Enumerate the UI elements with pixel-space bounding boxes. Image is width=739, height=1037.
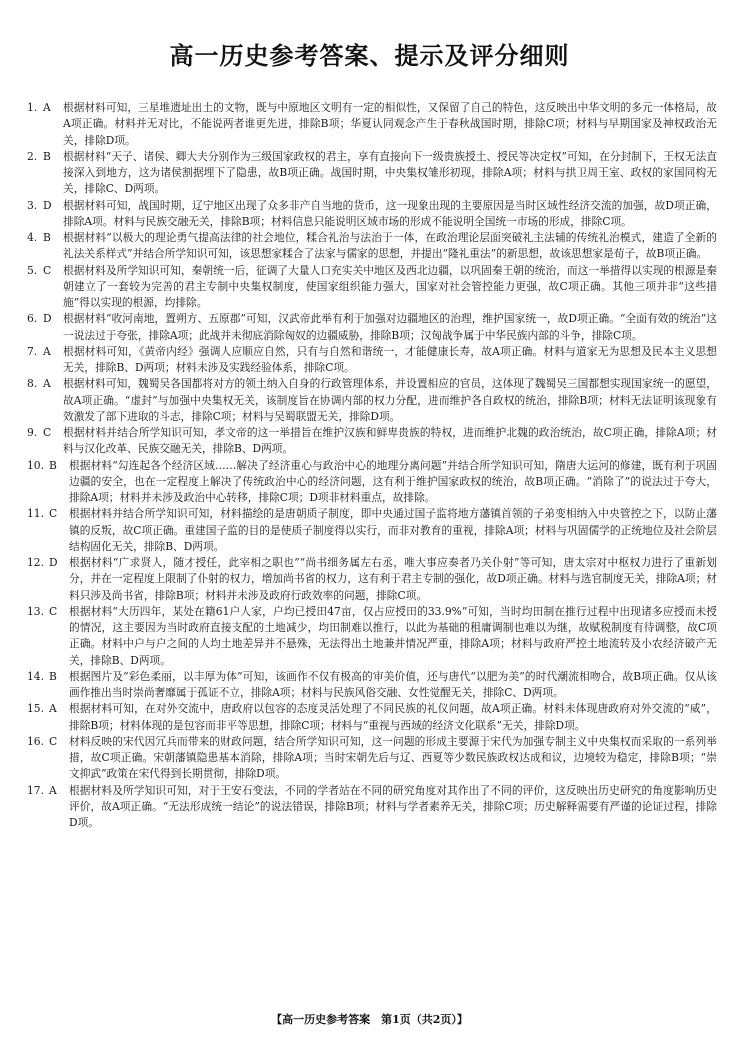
answer-letter: B: [49, 669, 57, 683]
answer-item: [27, 555, 717, 604]
question-number: 6.: [27, 312, 38, 326]
answer-explanation: 根据材料并结合所学知识可知，孝文帝的这一举措旨在维护汉族和鲜卑贵族的特权，进而维护北魏的政治统治，故C项正确，排除A项；材料与汉化改革、民族交融无关，排除B、D两项。: [63, 426, 717, 456]
answer-explanation: 根据材料并结合所学知识可知，材料描绘的是唐朝质子制度，即中央通过国子监将地方藩镇首领的子弟变相纳入中央管控之下，以防止藩镇的反叛，故C项正确。重建国子监的目的是使质子制度得以实行，而非对教育的重视，排除A项；材料与巩固儒学的正统地位及社会阶层结构固化无关，排除B、D两项。: [69, 507, 717, 553]
question-number: 11.: [27, 507, 44, 521]
question-number: 13.: [27, 604, 44, 618]
answer-item: [27, 198, 717, 231]
question-number: 14.: [27, 669, 44, 683]
question-number: 5.: [27, 263, 38, 277]
answer-item: [27, 506, 717, 555]
answer-item: [27, 230, 717, 263]
answer-explanation: 根据材料及所学知识可知，秦朝统一后，征调了大量人口充实关中地区及西北边疆，以巩固秦王朝的统治，而这一举措得以实现的根源是秦朝建立了一套较为完善的君主专制中央集权制度，使国家组织能力强大，国家对社会管控能力更强，故C项正确。其他三项并非“这些措施”得以实现的根源，均排除。: [63, 263, 717, 309]
question-number: 16.: [27, 734, 44, 748]
question-number: 10.: [27, 458, 44, 472]
answer-explanation: 根据材料“以极大的理论勇气提高法律的社会地位，糅合礼治与法治于一体，在政治理论层面突破礼主法辅的传统礼治模式，建造了全新的礼法关系样式”并结合所学知识可知，该思想家糅合了法家与儒家的思想，并提出“隆礼重法”的新思想，故该思想家是荀子，故B项正确。: [63, 231, 717, 261]
answer-explanation: 根据材料“广求贤人，随才授任，此宰相之职也”“尚书细务属左右丞，唯大事应奏者乃关仆射”等可知，唐太宗对中枢权力进行了重新划分，并在一定程度上限制了仆射的权力，增加尚书省的权力，这有利于君主专制的强化，故D项正确。材料与选官制度无关，排除A项；材料只涉及尚书省，排除B项；材料并未涉及政府行政效率的问题，排除C项。: [69, 556, 717, 602]
answer-letter: C: [43, 263, 52, 277]
answer-item: [27, 425, 717, 458]
answer-item: [27, 783, 717, 832]
answer-explanation: 根据材料“天子、诸侯、卿大夫分别作为三级国家政权的君主，享有直接向下一级贵族授土、授民等决定权”可知，在分封制下，王权无法直接深入到地方，这为诸侯割据埋下了隐患，故B项正确。战国时期，中央集权雏形初现，排除A项；材料与拱卫周王室、政权的家国同构无关，排除C、D两项。: [63, 149, 717, 196]
answer-explanation: 根据材料及所学知识可知，对于王安石变法，不同的学者站在不同的研究角度对其作出了不同的评价，这反映出历史研究的角度影响历史评价，故A项正确。“无法形成统一结论”的说法错误，排除B项；材料与学者素养无关，排除C项；历史解释需要有严谨的论证过程，排除D项。: [69, 783, 717, 829]
answer-letter: A: [43, 344, 51, 358]
question-number: 3.: [27, 198, 38, 212]
question-number: 1.: [27, 101, 38, 114]
answer-item: [27, 344, 717, 377]
answer-item: [27, 458, 717, 507]
page-footer: 【高一历史参考答案 第1页（共2页）】: [271, 1013, 468, 1026]
answer-item: [27, 376, 717, 425]
answer-explanation: 根据材料可知，三星堆遗址出土的文物，既与中原地区文明有一定的相似性，又保留了自己的特色，这反映出中华文明的多元一体格局，故A项正确。材料并无对比，不能说两者谁更先进，排除B项；华夏认同观念产生于春秋战国时期，排除C项；材料与早期国家及神权政治无关，排除D项。: [63, 101, 717, 147]
answer-item: [27, 701, 717, 734]
answer-letter: D: [49, 556, 58, 569]
answer-letter: D: [43, 312, 52, 326]
answer-explanation: 根据材料“勾连起各个经济区域……解决了经济重心与政治中心的地理分离问题”并结合所学知识可知，隋唐大运河的修建，既有利于巩固边疆的安全，也在一定程度上解决了传统政治中心的经济问题，这有利于维护国家政权的统治，故B项正确。“消除了”的说法过于夸大，排除A项；材料并未涉及政治中心转移，排除C项；D项非材料重点，故排除。: [69, 458, 717, 504]
answer-explanation: 根据材料可知，《黄帝内经》强调人应顺应自然，只有与自然和谐统一，才能健康长寿，故A项正确。材料与道家无为思想及民本主义思想无关，排除B、D两项；材料未涉及实践经验体系，排除C项。: [63, 344, 717, 374]
answer-letter: A: [43, 377, 51, 391]
answer-explanation: 根据材料可知，战国时期，辽宁地区出现了众多非产自当地的货币，这一现象出现的主要原因是当时区域性经济交流的加强，故D项正确，排除A项。材料与民族交融无关，排除B项；材料信息只能说明区域市场的形成不能说明全国统一市场的形成，排除C项。: [63, 198, 717, 228]
answer-item: [27, 734, 717, 783]
answer-letter: C: [49, 734, 58, 748]
answer-item: [27, 311, 717, 344]
answer-item: [27, 149, 717, 198]
page-title: 高一历史参考答案、提示及评分细则: [169, 42, 570, 70]
answer-letter: A: [43, 101, 51, 114]
answer-explanation: 材料反映的宋代因冗兵而带来的财政问题，结合所学知识可知，这一问题的形成主要源于宋代为加强专制主义中央集权而采取的一系列举措，故C项正确。宋朝藩镇隐患基本消除，排除A项；当时宋朝先后与辽、西夏等少数民族政权达成和议，边境较为稳定，排除B项；“崇文抑武”政策在宋代得到长期贯彻，排除D项。: [69, 734, 717, 781]
question-number: 8.: [27, 377, 38, 391]
answer-letter: B: [43, 149, 51, 163]
answer-letter: C: [49, 604, 58, 618]
question-number: 7.: [27, 344, 38, 358]
answer-letter: A: [49, 702, 57, 716]
answer-letter: C: [43, 426, 52, 439]
question-number: 12.: [27, 556, 44, 569]
answer-letter: B: [49, 458, 57, 472]
question-number: 4.: [27, 231, 38, 244]
question-number: 15.: [27, 702, 44, 716]
answer-explanation: 根据图片及“彩色柔丽，以丰厚为体”可知，该画作不仅有极高的审美价值，还与唐代“以肥为美”的时代潮流相吻合，故B项正确。仅从该画作推出当时崇尚奢靡属于孤证不立，排除A项；材料与民族风俗交融、女性觉醒无关，排除C、D两项。: [69, 669, 717, 699]
question-number: 2.: [27, 149, 38, 163]
answer-explanation: 根据材料可知，在对外交流中，唐政府以包容的态度灵活处理了不同民族的礼仪问题，故A项正确。材料未体现唐政府对外交流的“威”，排除B项；材料体现的是包容而非平等思想，排除C项；材料与“重视与西域的经济文化联系”无关，排除D项。: [69, 702, 717, 732]
answer-list: [27, 100, 717, 831]
question-number: 9.: [27, 426, 38, 439]
question-number: 17.: [27, 783, 44, 797]
answer-explanation: 根据材料“收河南地，置朔方、五原郡”可知，汉武帝此举有利于加强对边疆地区的治理，维护国家统一，故D项正确。“全面有效的统治”这一说法过于夸张，排除A项；此战并未彻底消除匈奴的边疆威胁，排除B项；汉匈战争属于中华民族内部的斗争，排除C项。: [63, 312, 717, 342]
answer-letter: A: [49, 783, 57, 797]
answer-item: [27, 100, 717, 149]
answer-explanation: 根据材料“大历四年，某处在籍61户人家，户均已授田47亩，仅占应授田的33.9%”可知，当时均田制在推行过程中出现诸多应授而未授的情况，这主要因为当时政府直接支配的土地减少，均田制难以推行，以此为基础的租庸调制也难以为继，故赋税制度有待调整，故C项正确。材料中户与户之间的人均土地差异并不悬殊，无法得出土地兼并情况严重，排除A项；材料与政府严控土地流转及小农经济破产无关，排除B、D两项。: [69, 604, 717, 667]
answer-letter: B: [43, 231, 51, 244]
answer-item: [27, 263, 717, 312]
answer-item: [27, 604, 717, 669]
answer-explanation: 根据材料可知，魏蜀吴各国都将对方的领土纳入自身的行政管理体系，并设置相应的官员，这体现了魏蜀吴三国都想实现国家统一的愿望，故A项正确。“虚封”与加强中央集权无关，该制度旨在协调内部的权力分配，进而维护各自政权的统治，排除B项；材料无法证明该现象有效激发了部下进取的斗志，排除C项；材料与吴蜀联盟无关，排除D项。: [63, 377, 717, 423]
answer-item: [27, 669, 717, 702]
answer-letter: D: [43, 198, 52, 212]
answer-letter: C: [49, 507, 58, 521]
